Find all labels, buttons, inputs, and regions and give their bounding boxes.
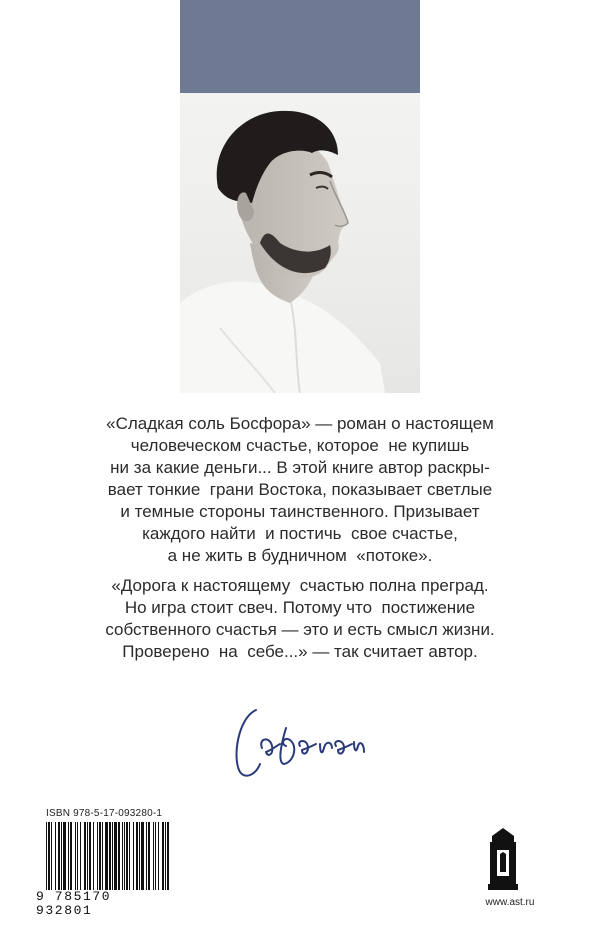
barcode-bar [51,822,52,890]
barcode-bar [93,822,94,890]
description-paragraph-1 [30,413,570,567]
barcode-bar [58,822,60,890]
barcode-digits: 9 785170 932801 [36,889,112,918]
barcode-bar [158,822,159,890]
author-signature-icon [228,688,368,788]
description-line: каждого найти и постичь свое счастье, [142,524,458,543]
barcode-bar [133,822,134,890]
barcode-bar [148,822,150,890]
barcode-bar [118,822,120,890]
barcode-bar [153,822,154,890]
barcode-bar [114,822,117,890]
barcode-bar [139,822,140,890]
barcode-bar [89,822,91,890]
description-line: Но игра стоит свеч. Потому что постижение [124,598,476,617]
barcode-bar [70,822,72,890]
barcode-bar [109,822,111,890]
barcode-bar [136,822,138,890]
isbn-label: ISBN 978-5-17-093280-1 [46,808,163,819]
barcode-bar [167,822,169,890]
barcode-bar [68,822,69,890]
barcode-bar [102,822,103,890]
cover-color-band [180,0,420,93]
barcode-bar [129,822,130,890]
barcode-bar [122,822,123,890]
barcode-bar [99,822,101,890]
barcode-bar [48,822,50,890]
ast-tower-logo-icon [486,826,520,892]
barcode-bar [61,822,62,890]
description-line: а не жить в будничном «потоке». [167,546,433,565]
description-line: «Дорога к настоящему счастью полна преград. [111,576,489,595]
author-portrait-icon [180,93,420,393]
barcode-bar [87,822,88,890]
description-line: Проверено на себе...» — так считает автор. [122,642,478,661]
barcode-bar [146,822,147,890]
isbn-barcode-icon [44,822,172,890]
barcode-bar [155,822,156,890]
publisher-website: www.ast.ru [485,897,535,908]
barcode-bar [77,822,78,890]
barcode-bar [46,822,47,890]
barcode-bar [97,822,98,890]
author-photo [180,93,420,393]
barcode-bar [84,822,86,890]
barcode-bar [63,822,66,890]
barcode-bar [141,822,144,890]
description-line: и темные стороны таинственного. Призывает [120,502,480,521]
description-line: «Сладкая соль Босфора» — роман о настоящем [106,414,494,433]
description-line: человеческом счастье, которое не купишь [130,436,470,455]
barcode-bar [124,822,125,890]
description-line: вает тонкие грани Востока, показывает светлые [107,480,493,499]
barcode-bar [165,822,166,890]
barcode-bar [80,822,81,890]
barcode-bar [162,822,164,890]
description-paragraph-2 [30,575,570,663]
barcode-bar [112,822,113,890]
barcode-bar [126,822,128,890]
barcode-bar [55,822,56,890]
barcode-bar [75,822,76,890]
barcode-bar [105,822,108,890]
description-line: ни за какие деньги... В этой книге автор раскры- [110,458,490,477]
description-line: собственного счастья — это и есть смысл жизни. [105,620,495,639]
